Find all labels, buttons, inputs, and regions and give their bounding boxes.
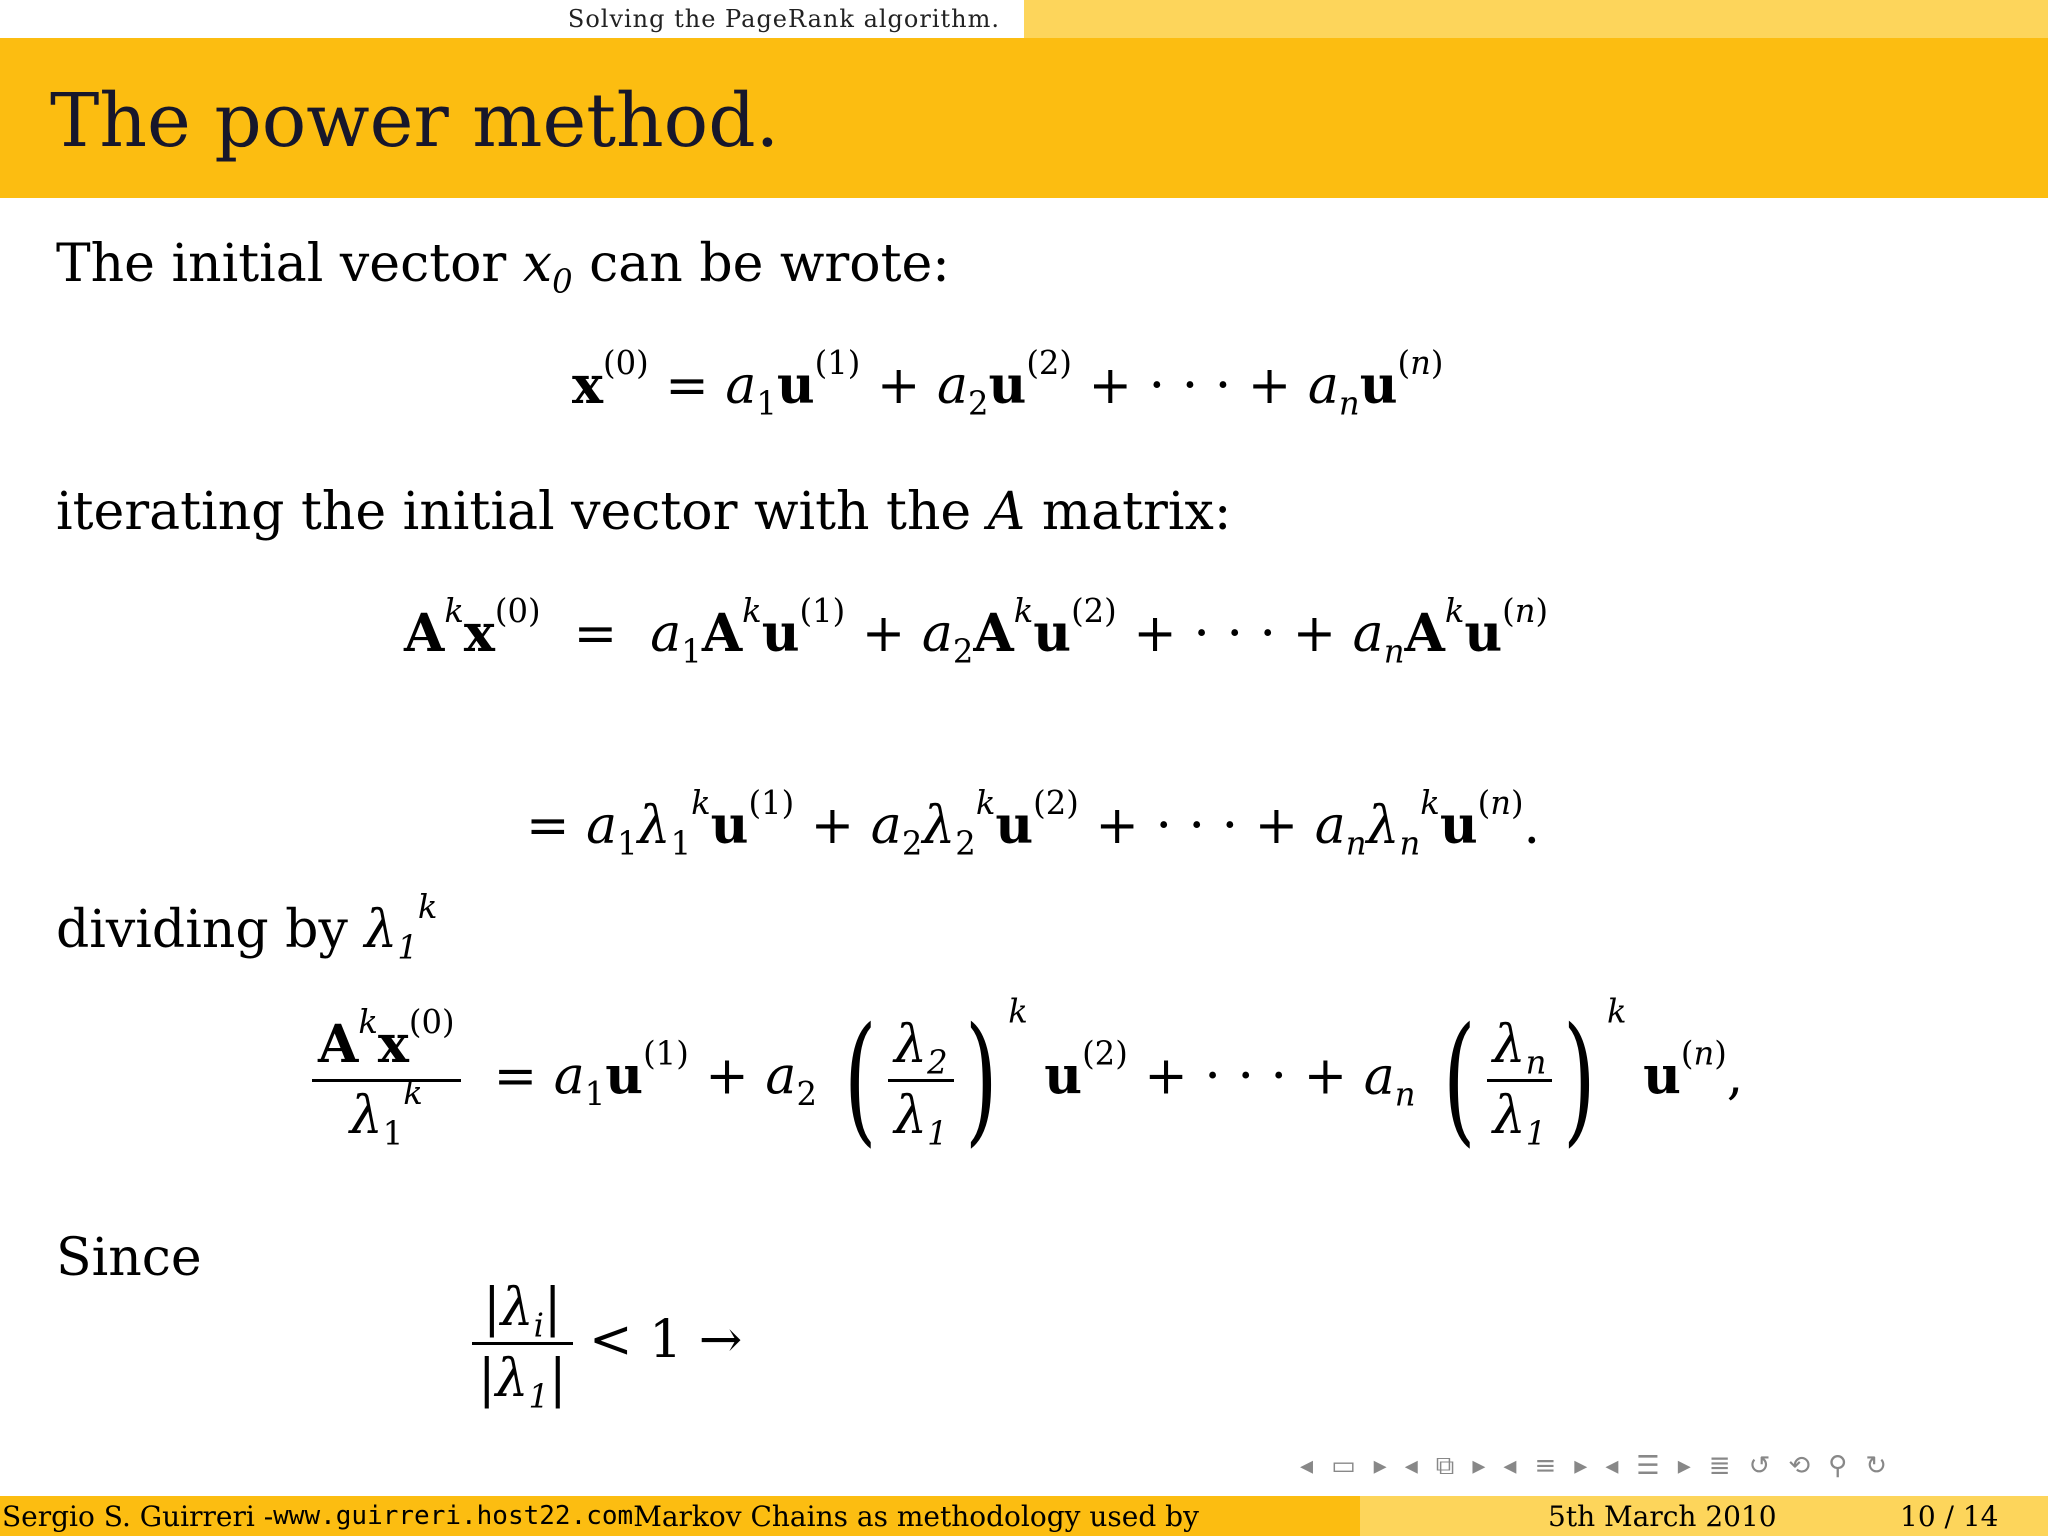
arrow-right-icon[interactable]: ▸ [1677,1451,1691,1481]
iteration-text: iterating the initial vector with the [56,482,972,542]
footer-author: Sergio S. Guirreri - [2,1499,274,1533]
fraction-lhs: $\frac{A^kx^{(0)}}{\lambda_1^k}$ [312,1019,461,1142]
iteration-tail: matrix: [1041,482,1232,542]
dividing-line [56,887,438,967]
equation-divided: $\frac{A^kx^{(0)}}{\lambda_1^k}$ = $a_1u^{(1)} + a_2$ ( $\frac{\lambda_2}{\lambda_1}$ ) $^k$ $u^{(2)}$ + · · · + $a_n$ ( $\frac{\lambda_n}{\lambda_1}$ ) $^k$ $u^{(n)}$, [312,1010,1743,1150]
arrow-right-icon[interactable]: ▸ [1472,1451,1486,1481]
beamer-navigation [1300,1444,2040,1488]
intro-line [56,234,950,301]
section-header [0,0,1024,38]
footer-left [0,1496,1360,1536]
frame-title-bar [0,38,2048,198]
footer [0,1496,2048,1536]
arrow-right-icon[interactable]: ▸ [1373,1451,1387,1481]
math-lambda1k: $\lambda_1^k$ [364,887,438,967]
arrow-left-icon[interactable]: ◂ [1300,1451,1314,1481]
undo-icon[interactable]: ↺ [1748,1451,1771,1481]
footer-date: 5th March 2010 [1548,1499,1777,1533]
header-strip [0,0,2048,38]
since-text: Since [56,1228,202,1288]
equation-initial-vector: $x^{(0)} = a_1u^{(1)} + a_2u^{(2)}$ + · · · + $a_nu^{(n)}$ [572,343,1444,423]
math-x0: $x_0$ [522,234,573,301]
math-A: A [987,482,1042,542]
subsection-icon[interactable]: ⧉ [1435,1450,1455,1481]
footer-website: www.guirreri.host22.com [273,1501,634,1531]
section-title: Solving the PageRank algorithm. [567,5,1000,33]
subsection-header [1024,0,2048,38]
arrow-left-icon[interactable]: ◂ [1404,1451,1418,1481]
arrow-left-icon[interactable]: ◂ [1503,1451,1517,1481]
redo-icon[interactable]: ↻ [1865,1451,1887,1481]
arrow-left-icon[interactable]: ◂ [1605,1451,1619,1481]
footer-right [1360,1496,2048,1536]
presentation-icon[interactable]: ☰ [1636,1451,1660,1481]
intro-tail: can be wrote: [589,234,950,294]
equation-iterated-a: $A^kx^{(0)} = a_1A^ku^{(1)} + a_2A^ku^{(2)}$ + · · · + $a_nA^ku^{(n)}$ [404,591,1549,671]
frame-icon[interactable]: ▭ [1331,1451,1356,1481]
footer-talk-title: Markov Chains as methodology used by [633,1499,1199,1533]
dividing-text: dividing by [56,900,348,960]
frame-title: The power method. [50,78,780,164]
footer-page-number: 10 / 14 [1900,1499,1999,1533]
arrow-right-icon[interactable]: ▸ [1574,1451,1588,1481]
section-icon[interactable]: ≡ [1534,1451,1557,1481]
equation-iterated-b: = $a_1\lambda_1^ku^{(1)} + a_2\lambda_2^ku^{(2)}$ + · · · + $a_n\lambda_n^ku^{(n)}$. [526,783,1541,863]
iteration-line [56,482,1232,542]
intro-text: The initial vector [56,234,507,294]
equation-ratio: $\frac{|\lambda_i|}{|\lambda_1|}$ < 1 → [472,1282,742,1405]
outline-icon[interactable]: ≣ [1708,1451,1731,1481]
search-back-icon[interactable]: ⟲ [1788,1451,1811,1481]
since-line [56,1228,202,1288]
search-icon[interactable]: ⚲ [1828,1451,1848,1481]
